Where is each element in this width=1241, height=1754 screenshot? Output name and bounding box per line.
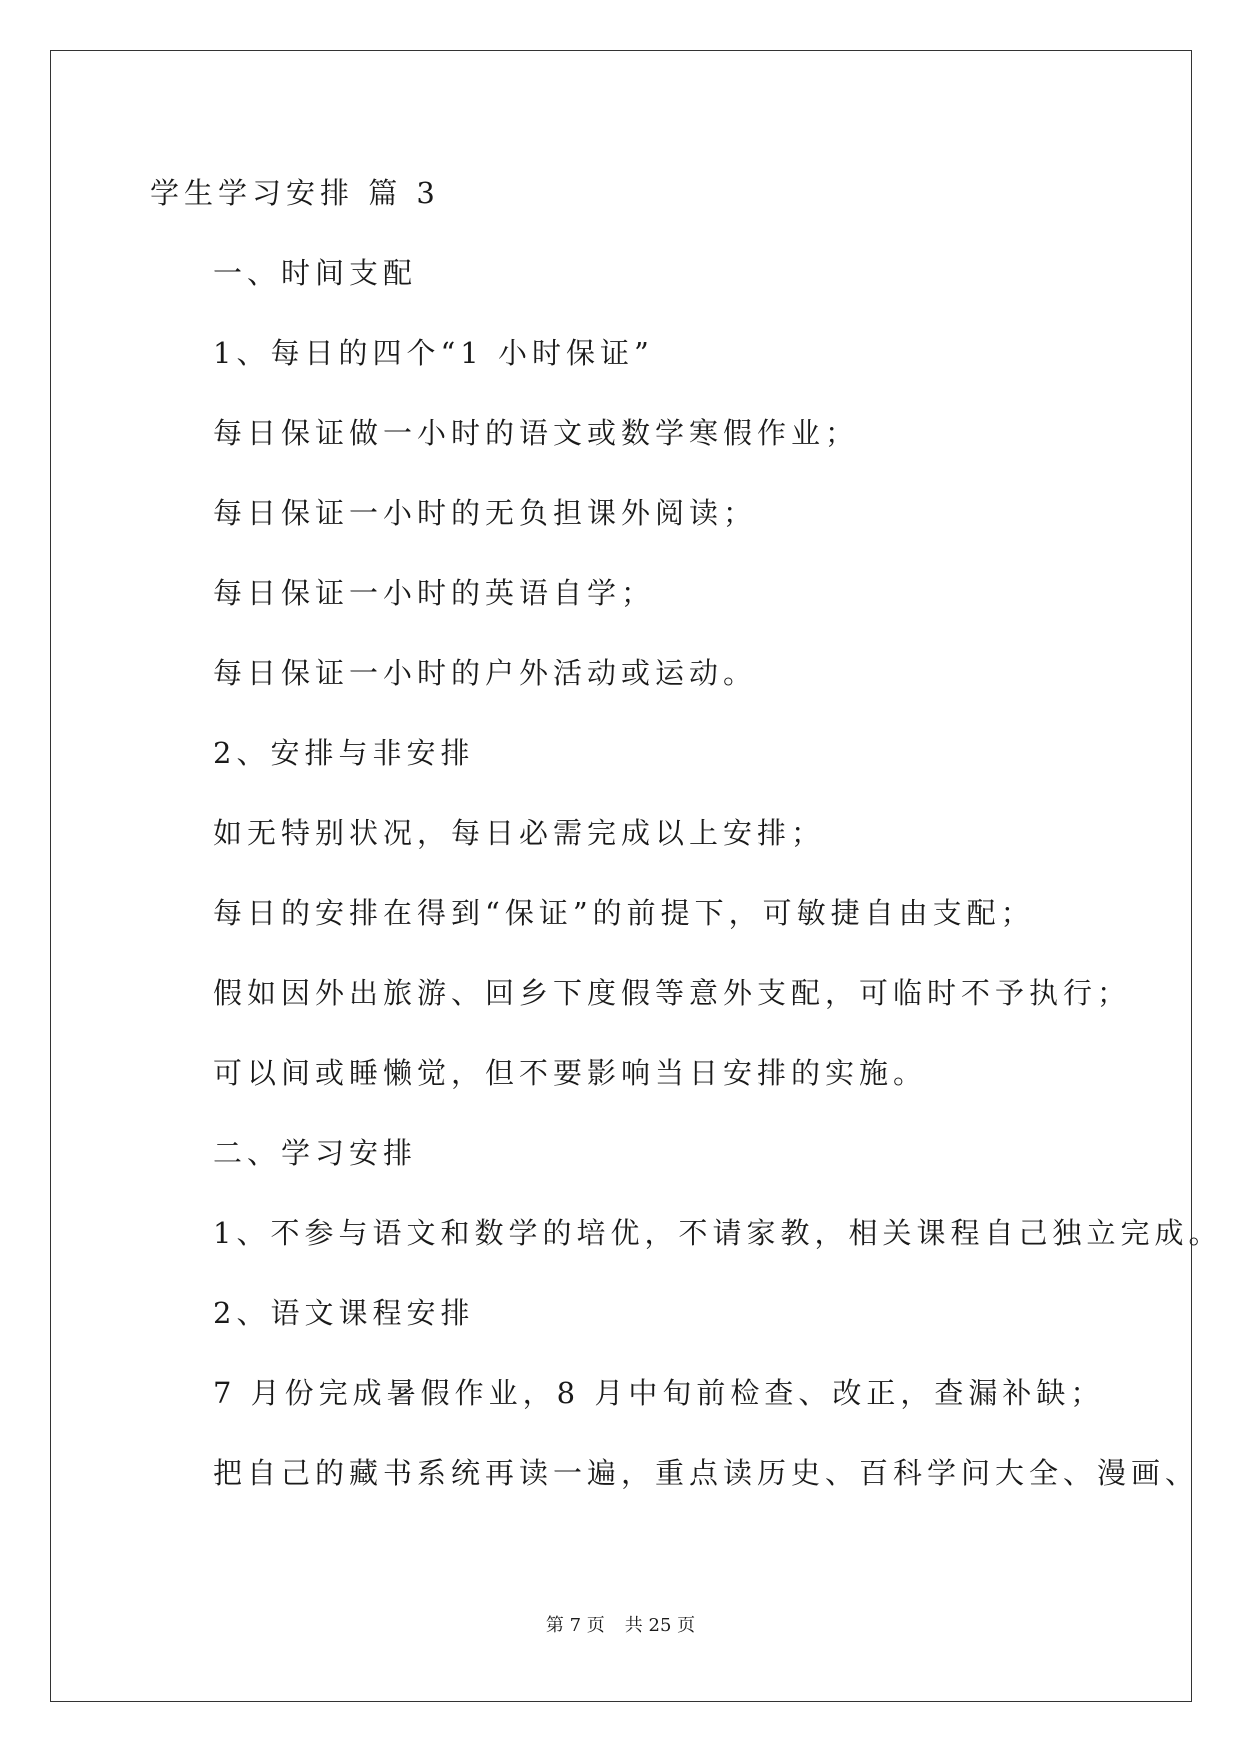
page-total: 共 25 页	[624, 1615, 696, 1636]
paragraph: 把自己的藏书系统再读一遍，重点读历史、百科学问大全、漫画、	[213, 1456, 1200, 1490]
paragraph: 每日的安排在得到“保证”的前提下，可敏捷自由支配；	[213, 896, 1035, 930]
paragraph: 每日保证一小时的无负担课外阅读；	[213, 496, 758, 530]
section-heading: 二、学习安排	[213, 1136, 418, 1170]
page-footer	[0, 1611, 1241, 1637]
subsection-heading: 1、每日的四个“1 小时保证”	[213, 336, 654, 370]
paragraph: 每日保证一小时的英语自学；	[213, 576, 656, 610]
subsection-heading: 2、安排与非安排	[213, 736, 475, 770]
section-heading: 一、时间支配	[213, 256, 418, 290]
subsection-heading: 2、语文课程安排	[213, 1296, 475, 1330]
paragraph: 如无特别状况，每日必需完成以上安排；	[213, 816, 826, 850]
paragraph: 可以间或睡懒觉，但不要影响当日安排的实施。	[213, 1056, 928, 1090]
document-title: 学生学习安排 篇 3	[150, 176, 440, 210]
paragraph: 假如因外出旅游、回乡下度假等意外支配，可临时不予执行；	[213, 976, 1132, 1010]
paragraph: 每日保证做一小时的语文或数学寒假作业；	[213, 416, 860, 450]
paragraph: 7 月份完成暑假作业，8 月中旬前检查、改正，查漏补缺；	[213, 1376, 1105, 1410]
paragraph: 每日保证一小时的户外活动或运动。	[213, 656, 758, 690]
paragraph: 1、不参与语文和数学的培优，不请家教，相关课程自己独立完成。	[213, 1216, 1223, 1250]
page-number: 第 7 页	[545, 1615, 605, 1636]
